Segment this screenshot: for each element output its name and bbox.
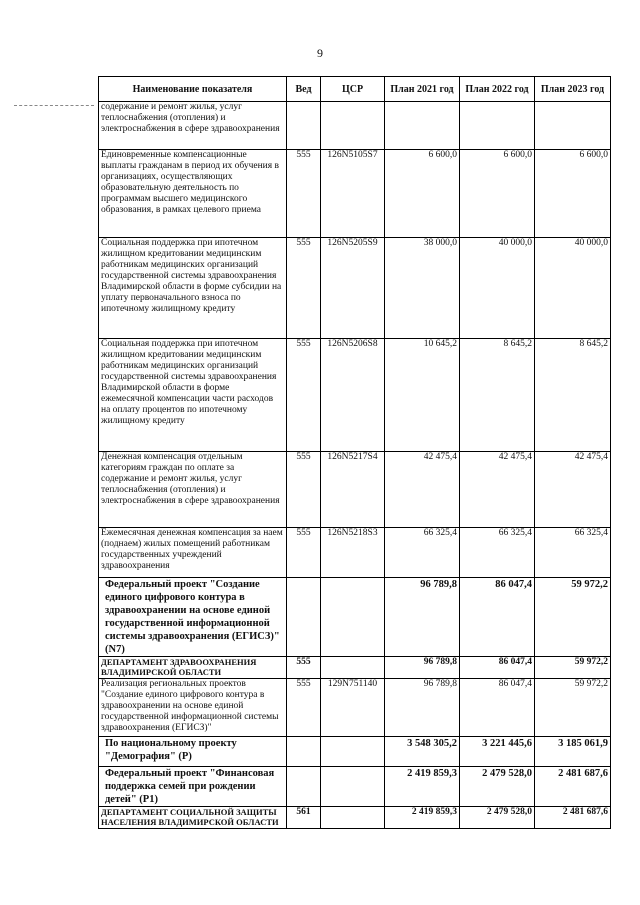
table-row <box>99 679 611 737</box>
row-plan-2022: 86 047,4 <box>460 578 535 657</box>
row-plan-2022: 6 600,0 <box>460 150 535 238</box>
row-plan-2022: 42 475,4 <box>460 452 535 528</box>
row-plan-2023: 2 481 687,6 <box>535 767 611 807</box>
row-plan-2023: 40 000,0 <box>535 238 611 339</box>
table-row <box>99 452 611 528</box>
header-plan-2023: План 2023 год <box>535 77 611 102</box>
row-name: Ежемесячная денежная компенсация за наем (поднаем) жилых помещений работникам государственных учреждений здравоохранения <box>99 528 287 578</box>
row-plan-2022: 8 645,2 <box>460 339 535 452</box>
row-plan-2021: 3 548 305,2 <box>385 737 460 767</box>
table-row <box>99 807 611 829</box>
row-plan-2021: 2 419 859,3 <box>385 807 460 829</box>
row-ved: 561 <box>287 807 321 829</box>
row-ved <box>287 767 321 807</box>
header-csr: ЦСР <box>321 77 385 102</box>
row-plan-2022: 2 479 528,0 <box>460 807 535 829</box>
row-ved <box>287 737 321 767</box>
row-name: содержание и ремонт жилья, услуг теплоснабжения (отопления) и электроснабжения в сфере здравоохранения <box>99 102 287 150</box>
row-plan-2023: 42 475,4 <box>535 452 611 528</box>
row-csr <box>321 807 385 829</box>
row-plan-2021: 2 419 859,3 <box>385 767 460 807</box>
row-plan-2023: 59 972,2 <box>535 657 611 679</box>
row-csr: 129N751140 <box>321 679 385 737</box>
row-plan-2022: 86 047,4 <box>460 679 535 737</box>
row-plan-2022: 3 221 445,6 <box>460 737 535 767</box>
table-row <box>99 767 611 807</box>
table-row <box>99 339 611 452</box>
row-name: Реализация региональных проектов "Создание единого цифрового контура в здравоохранении на основе единой государственной информационной системы здравоохранения (ЕГИСЗ)" <box>99 679 287 737</box>
row-plan-2021 <box>385 102 460 150</box>
row-csr <box>321 657 385 679</box>
row-plan-2021: 10 645,2 <box>385 339 460 452</box>
header-ved: Вед <box>287 77 321 102</box>
table-row <box>99 150 611 238</box>
row-plan-2023: 66 325,4 <box>535 528 611 578</box>
margin-dash-line <box>14 105 94 106</box>
table-row <box>99 102 611 150</box>
row-ved: 555 <box>287 679 321 737</box>
row-csr: 126N5217S4 <box>321 452 385 528</box>
row-plan-2021: 38 000,0 <box>385 238 460 339</box>
row-csr <box>321 767 385 807</box>
page-number: 9 <box>317 46 323 60</box>
row-name: Денежная компенсация отдельным категориям граждан по оплате за содержание и ремонт жилья, услуг теплоснабжения (отопления) и электроснабжения в сфере здравоохранения <box>99 452 287 528</box>
row-csr <box>321 102 385 150</box>
header-plan-2022: План 2022 год <box>460 77 535 102</box>
row-name: По национальному проекту "Демография" (Р) <box>99 737 287 767</box>
budget-table <box>98 76 611 829</box>
row-csr: 126N5105S7 <box>321 150 385 238</box>
row-plan-2023: 8 645,2 <box>535 339 611 452</box>
row-plan-2021: 96 789,8 <box>385 679 460 737</box>
row-plan-2023: 59 972,2 <box>535 578 611 657</box>
row-plan-2021: 96 789,8 <box>385 657 460 679</box>
row-ved: 555 <box>287 238 321 339</box>
row-plan-2022: 2 479 528,0 <box>460 767 535 807</box>
row-ved <box>287 578 321 657</box>
row-ved <box>287 102 321 150</box>
row-csr: 126N5206S8 <box>321 339 385 452</box>
row-ved: 555 <box>287 657 321 679</box>
row-plan-2021: 6 600,0 <box>385 150 460 238</box>
row-csr: 126N5218S3 <box>321 528 385 578</box>
row-plan-2022 <box>460 102 535 150</box>
row-plan-2023 <box>535 102 611 150</box>
table-row <box>99 528 611 578</box>
row-plan-2021: 42 475,4 <box>385 452 460 528</box>
row-plan-2021: 66 325,4 <box>385 528 460 578</box>
row-csr <box>321 578 385 657</box>
table-row <box>99 578 611 657</box>
table-row <box>99 737 611 767</box>
row-plan-2022: 40 000,0 <box>460 238 535 339</box>
row-ved: 555 <box>287 339 321 452</box>
row-plan-2023: 59 972,2 <box>535 679 611 737</box>
row-ved: 555 <box>287 528 321 578</box>
row-plan-2021: 96 789,8 <box>385 578 460 657</box>
row-name: Федеральный проект "Финансовая поддержка семей при рождении детей" (Р1) <box>99 767 287 807</box>
table-row <box>99 657 611 679</box>
row-plan-2023: 6 600,0 <box>535 150 611 238</box>
table-row <box>99 238 611 339</box>
row-name: Единовременные компенсационные выплаты гражданам в период их обучения в организациях, осуществляющих образовательную деятельность по программам высшего медицинского образования, в рамках целевого приема <box>99 150 287 238</box>
row-plan-2022: 86 047,4 <box>460 657 535 679</box>
row-csr <box>321 737 385 767</box>
row-name: Социальная поддержка при ипотечном жилищном кредитовании медицинским работникам медицинских организаций государственной системы здравоохранения Владимирской области в форме субсидии на уплату первоначального взноса по ипотечному жилищному кредиту <box>99 238 287 339</box>
header-name: Наименование показателя <box>99 77 287 102</box>
row-name: Федеральный проект "Создание единого цифрового контура в здравоохранении на основе единой государственной информационной системы здравоохранения (ЕГИСЗ)" (N7) <box>99 578 287 657</box>
row-plan-2023: 2 481 687,6 <box>535 807 611 829</box>
row-name: Социальная поддержка при ипотечном жилищном кредитовании медицинским работникам медицинских организаций государственной системы здравоохранения Владимирской области в форме ежемесячной компенсации части расходов на оплату процентов по ипотечному жилищному кредиту <box>99 339 287 452</box>
table-header-row <box>99 77 611 102</box>
row-name: ДЕПАРТАМЕНТ ЗДРАВООХРАНЕНИЯ ВЛАДИМИРСКОЙ ОБЛАСТИ <box>99 657 287 679</box>
row-csr: 126N5205S9 <box>321 238 385 339</box>
row-ved: 555 <box>287 150 321 238</box>
row-plan-2023: 3 185 061,9 <box>535 737 611 767</box>
row-plan-2022: 66 325,4 <box>460 528 535 578</box>
row-ved: 555 <box>287 452 321 528</box>
header-plan-2021: План 2021 год <box>385 77 460 102</box>
row-name: ДЕПАРТАМЕНТ СОЦИАЛЬНОЙ ЗАЩИТЫ НАСЕЛЕНИЯ ВЛАДИМИРСКОЙ ОБЛАСТИ <box>99 807 287 829</box>
